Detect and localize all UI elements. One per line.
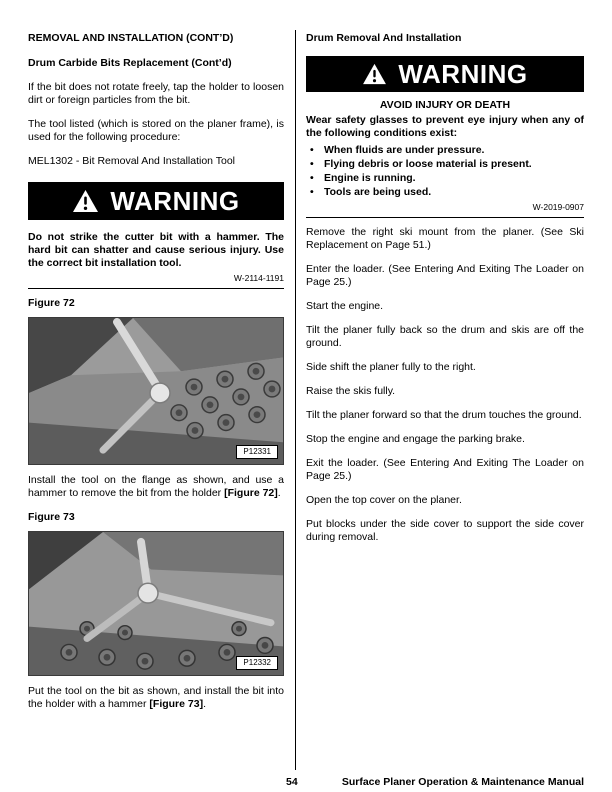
bullet-glyph: •	[310, 172, 314, 184]
body-paragraph: The tool listed (which is stored on the planer frame), is used for the following procedure:	[28, 118, 284, 143]
body-paragraph: Put blocks under the side cover to support the side cover during removal.	[306, 518, 584, 543]
body-paragraph: Raise the skis fully.	[306, 385, 396, 397]
body-paragraph: Tilt the planer forward so that the drum touches the ground.	[306, 409, 582, 421]
figure-72-label: Figure 72	[28, 297, 75, 309]
warning-triangle-icon	[362, 63, 387, 85]
warning-lead-text: Wear safety glasses to prevent eye injury when any of the following conditions exist:	[306, 114, 584, 139]
tool-reference: MEL1302 - Bit Removal And Installation Tool	[28, 155, 236, 167]
warning-bullet-item	[306, 143, 584, 157]
body-paragraph: If the bit does not rotate freely, tap the holder to loosen dirt or foreign particles from the bit.	[28, 81, 284, 106]
bullet-text: When fluids are under pressure.	[324, 144, 485, 156]
section-heading: REMOVAL AND INSTALLATION (CONT’D)	[28, 32, 234, 44]
body-paragraph: Enter the loader. (See Entering And Exiting The Loader on Page 25.)	[306, 263, 584, 288]
figure-reference: [Figure 72]	[224, 487, 278, 499]
warning-banner	[28, 182, 284, 220]
warning-subtitle: AVOID INJURY OR DEATH	[379, 99, 511, 111]
bullet-glyph: •	[310, 186, 314, 198]
warning-banner	[306, 56, 584, 92]
caption-text: .	[203, 698, 207, 710]
bullet-glyph: •	[310, 144, 314, 156]
body-paragraph: Stop the engine and engage the parking brake.	[306, 433, 525, 445]
body-paragraph: Side shift the planer fully to the right.	[306, 361, 476, 373]
page-number: 54	[286, 776, 298, 788]
warning-title: WARNING	[110, 185, 240, 216]
figure-73-label: Figure 73	[28, 511, 75, 523]
figure-72-caption	[28, 474, 284, 500]
left-column	[28, 32, 284, 722]
caption-text: Put the tool on the bit as shown, and install the bit into the holder with a hammer	[28, 685, 284, 710]
figure-reference: [Figure 73]	[149, 698, 204, 710]
warning-triangle-icon	[72, 189, 99, 213]
footer-title: Surface Planer Operation & Maintenance Manual	[341, 776, 584, 788]
body-paragraph: Remove the right ski mount from the planer. (See Ski Replacement on Page 51.)	[306, 226, 584, 251]
warning-code: W-2114-1191	[233, 273, 284, 283]
figure-73-photo	[28, 531, 284, 676]
body-paragraph: Start the engine.	[306, 300, 384, 312]
photo-id-badge: P12332	[236, 656, 278, 670]
warning-bullet-list	[306, 143, 584, 199]
bullet-text: Tools are being used.	[324, 186, 432, 198]
body-paragraph: Open the top cover on the planer.	[306, 494, 462, 506]
warning-title: WARNING	[398, 58, 528, 89]
caption-text: Install the tool on the flange as shown, and use a hammer to remove the bit from the holder	[28, 474, 284, 499]
body-paragraph: Tilt the planer fully back so the drum and skis are off the ground.	[306, 324, 584, 349]
page-footer	[0, 776, 612, 790]
warning-bullet-item	[306, 171, 584, 185]
subsection-heading: Drum Removal And Installation	[306, 32, 462, 44]
right-column	[306, 32, 584, 555]
section-rule	[28, 288, 284, 289]
figure-72-photo	[28, 317, 284, 465]
bullet-glyph: •	[310, 158, 314, 170]
warning-bullet-item	[306, 185, 584, 199]
bullet-text: Flying debris or loose material is present.	[324, 158, 532, 170]
photo-id-badge: P12331	[236, 445, 278, 459]
warning-bullet-item	[306, 157, 584, 171]
column-divider	[295, 30, 296, 770]
warning-code: W-2019-0907	[532, 202, 584, 212]
figure-73-caption	[28, 685, 284, 711]
body-paragraph: Exit the loader. (See Entering And Exiting The Loader on Page 25.)	[306, 457, 584, 482]
bullet-text: Engine is running.	[324, 172, 416, 184]
section-rule	[306, 217, 584, 218]
subsection-heading: Drum Carbide Bits Replacement (Cont’d)	[28, 57, 232, 69]
caption-text: .	[277, 487, 281, 499]
warning-body-text: Do not strike the cutter bit with a hammer. The hard bit can shatter and cause serious injury. Use the correct bit installation tool.	[28, 231, 284, 269]
